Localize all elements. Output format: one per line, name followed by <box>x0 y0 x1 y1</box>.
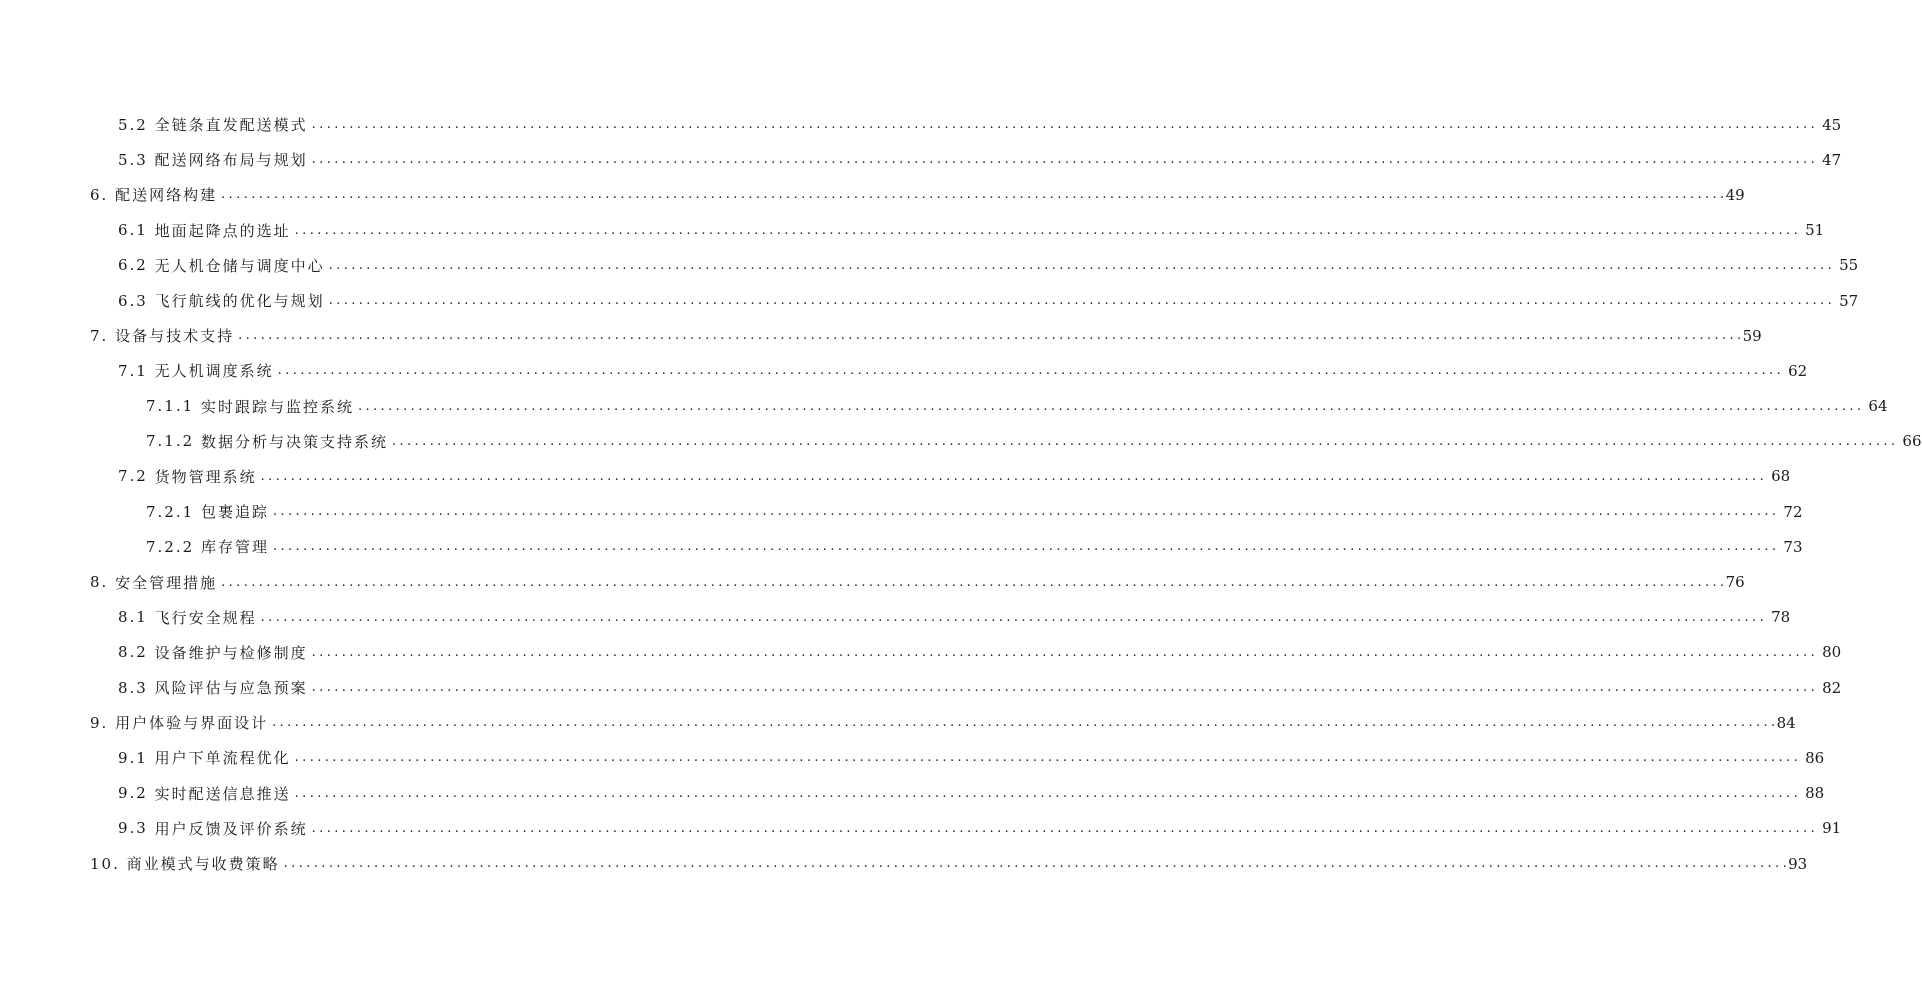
toc-leader-dots: ........................................................................................................................................................................................................ <box>311 644 1819 660</box>
toc-entry-title: 设备维护与检修制度 <box>154 643 308 662</box>
toc-leader-dots: ........................................................................................................................................................................................................ <box>311 820 1819 836</box>
toc-entry[interactable] <box>0 318 1762 353</box>
toc-leader-dots: ........................................................................................................................................................................................................ <box>311 117 1819 133</box>
toc-entry-number: 7.2 <box>118 467 155 486</box>
toc-entry-title: 设备与技术支持 <box>115 327 235 346</box>
toc-entry-title: 飞行安全规程 <box>154 608 257 627</box>
toc-entry-title: 用户下单流程优化 <box>154 749 291 768</box>
toc-entry-page: 55 <box>1839 256 1859 275</box>
toc-entry-number: 5.3 <box>118 150 155 169</box>
toc-leader-dots: ........................................................................................................................................................................................................ <box>283 856 1791 872</box>
toc-entry-title: 实时配送信息推送 <box>154 784 291 803</box>
toc-entry-number: 9.2 <box>118 784 155 803</box>
toc-entry-title: 用户反馈及评价系统 <box>154 819 308 838</box>
toc-entry[interactable] <box>0 459 1791 494</box>
toc-entry-title: 配送网络布局与规划 <box>154 151 308 170</box>
toc-entry-number: 7.1.2 <box>146 432 201 451</box>
toc-entry-number: 6.1 <box>118 221 155 240</box>
toc-entry-page: 59 <box>1742 326 1762 345</box>
toc-entry[interactable] <box>0 811 1842 846</box>
toc-leader-dots: ........................................................................................................................................................................................................ <box>272 715 1779 731</box>
toc-leader-dots: ........................................................................................................................................................................................................ <box>277 363 1785 379</box>
toc-entry-number: 7.1 <box>118 361 155 380</box>
toc-entry[interactable] <box>0 107 1842 142</box>
toc-entry[interactable] <box>0 283 1859 318</box>
toc-entry-title: 数据分析与决策支持系统 <box>200 432 388 451</box>
toc-entry-page: 47 <box>1822 150 1842 169</box>
toc-entry-page: 45 <box>1822 115 1842 134</box>
toc-entry-title: 无人机调度系统 <box>154 362 274 381</box>
toc-leader-dots: ........................................................................................................................................................................................................ <box>238 328 1745 344</box>
toc-entry-number: 9.1 <box>118 748 155 767</box>
toc-leader-dots: ........................................................................................................................................................................................................ <box>260 609 1768 625</box>
toc-entry[interactable] <box>0 353 1808 388</box>
toc-entry-page: 88 <box>1805 784 1825 803</box>
toc-entry-title: 用户体验与界面设计 <box>115 714 269 733</box>
toc-entry-page: 76 <box>1725 573 1745 592</box>
toc-entry-number: 10. <box>90 854 127 873</box>
toc-entry-page: 64 <box>1868 397 1888 416</box>
toc-entry[interactable] <box>0 389 1888 424</box>
toc-entry-page: 93 <box>1788 854 1808 873</box>
toc-entry-title: 库存管理 <box>200 538 269 557</box>
toc-entry-title: 风险评估与应急预案 <box>154 679 308 698</box>
toc-entry[interactable] <box>0 600 1791 635</box>
toc-leader-dots: ........................................................................................................................................................................................................ <box>294 222 1802 238</box>
toc-entry[interactable] <box>0 424 1922 459</box>
toc-entry-number: 5.2 <box>118 115 155 134</box>
toc-entry[interactable] <box>0 846 1808 881</box>
toc-leader-dots: ........................................................................................................................................................................................................ <box>357 398 1865 414</box>
toc-entry-number: 7. <box>90 326 116 345</box>
toc-entry-number: 7.1.1 <box>146 397 201 416</box>
toc-entry[interactable] <box>0 670 1842 705</box>
toc-entry-number: 6. <box>90 185 116 204</box>
toc-leader-dots: ........................................................................................................................................................................................................ <box>391 433 1899 449</box>
toc-entry-page: 66 <box>1902 432 1922 451</box>
toc-entry-number: 9.3 <box>118 819 155 838</box>
toc-leader-dots: ........................................................................................................................................................................................................ <box>328 257 1836 273</box>
toc-entry-number: 9. <box>90 713 116 732</box>
toc-entry-title: 安全管理措施 <box>115 573 218 592</box>
toc-entry-title: 实时跟踪与监控系统 <box>200 397 354 416</box>
toc-entry-title: 地面起降点的选址 <box>154 221 291 240</box>
toc-entry-title: 飞行航线的优化与规划 <box>154 292 325 311</box>
toc-entry-page: 80 <box>1822 643 1842 662</box>
toc-entry-page: 62 <box>1788 361 1808 380</box>
toc-entry-page: 84 <box>1776 713 1796 732</box>
toc-entry-page: 86 <box>1805 748 1825 767</box>
toc-leader-dots: ........................................................................................................................................................................................................ <box>221 187 1728 203</box>
toc-entry-page: 49 <box>1725 185 1745 204</box>
toc-entry-page: 72 <box>1783 502 1803 521</box>
toc-entry-page: 82 <box>1822 678 1842 697</box>
toc-leader-dots: ........................................................................................................................................................................................................ <box>221 574 1728 590</box>
toc-entry-title: 包裹追踪 <box>200 503 269 522</box>
toc-leader-dots: ........................................................................................................................................................................................................ <box>272 504 1780 520</box>
toc-entry-title: 全链条直发配送模式 <box>154 116 308 135</box>
toc-entry-title: 配送网络构建 <box>115 186 218 205</box>
toc-leader-dots: ........................................................................................................................................................................................................ <box>272 539 1780 555</box>
toc-entry-page: 68 <box>1771 467 1791 486</box>
toc-entry[interactable] <box>0 177 1745 212</box>
toc-entry[interactable] <box>0 564 1745 599</box>
toc-entry[interactable] <box>0 529 1803 564</box>
toc-entry-title: 货物管理系统 <box>154 467 257 486</box>
toc-entry-title: 无人机仓储与调度中心 <box>154 256 325 275</box>
toc-entry[interactable] <box>0 142 1842 177</box>
toc-entry-number: 8.3 <box>118 678 155 697</box>
toc-entry-number: 8.1 <box>118 608 155 627</box>
toc-leader-dots: ........................................................................................................................................................................................................ <box>328 293 1836 309</box>
toc-entry-number: 7.2.2 <box>146 537 201 556</box>
toc-entry[interactable] <box>0 776 1825 811</box>
toc-leader-dots: ........................................................................................................................................................................................................ <box>311 152 1819 168</box>
toc-entry[interactable] <box>0 635 1842 670</box>
toc-leader-dots: ........................................................................................................................................................................................................ <box>294 785 1802 801</box>
toc-entry-page: 51 <box>1805 221 1825 240</box>
toc-entry[interactable] <box>0 705 1796 740</box>
toc-entry-page: 73 <box>1783 537 1803 556</box>
toc-leader-dots: ........................................................................................................................................................................................................ <box>260 468 1768 484</box>
toc-entry-page: 78 <box>1771 608 1791 627</box>
toc-entry-number: 6.3 <box>118 291 155 310</box>
toc-entry-page: 57 <box>1839 291 1859 310</box>
toc-entry-page: 91 <box>1822 819 1842 838</box>
toc-entry-number: 8.2 <box>118 643 155 662</box>
toc-entry[interactable] <box>0 740 1825 775</box>
table-of-contents <box>0 107 1922 881</box>
toc-leader-dots: ........................................................................................................................................................................................................ <box>294 750 1802 766</box>
toc-entry[interactable] <box>0 494 1803 529</box>
toc-entry-number: 6.2 <box>118 256 155 275</box>
toc-entry[interactable] <box>0 248 1859 283</box>
toc-entry-title: 商业模式与收费策略 <box>126 855 280 874</box>
toc-entry-number: 8. <box>90 573 116 592</box>
toc-leader-dots: ........................................................................................................................................................................................................ <box>311 680 1819 696</box>
toc-entry[interactable] <box>0 213 1825 248</box>
toc-entry-number: 7.2.1 <box>146 502 201 521</box>
